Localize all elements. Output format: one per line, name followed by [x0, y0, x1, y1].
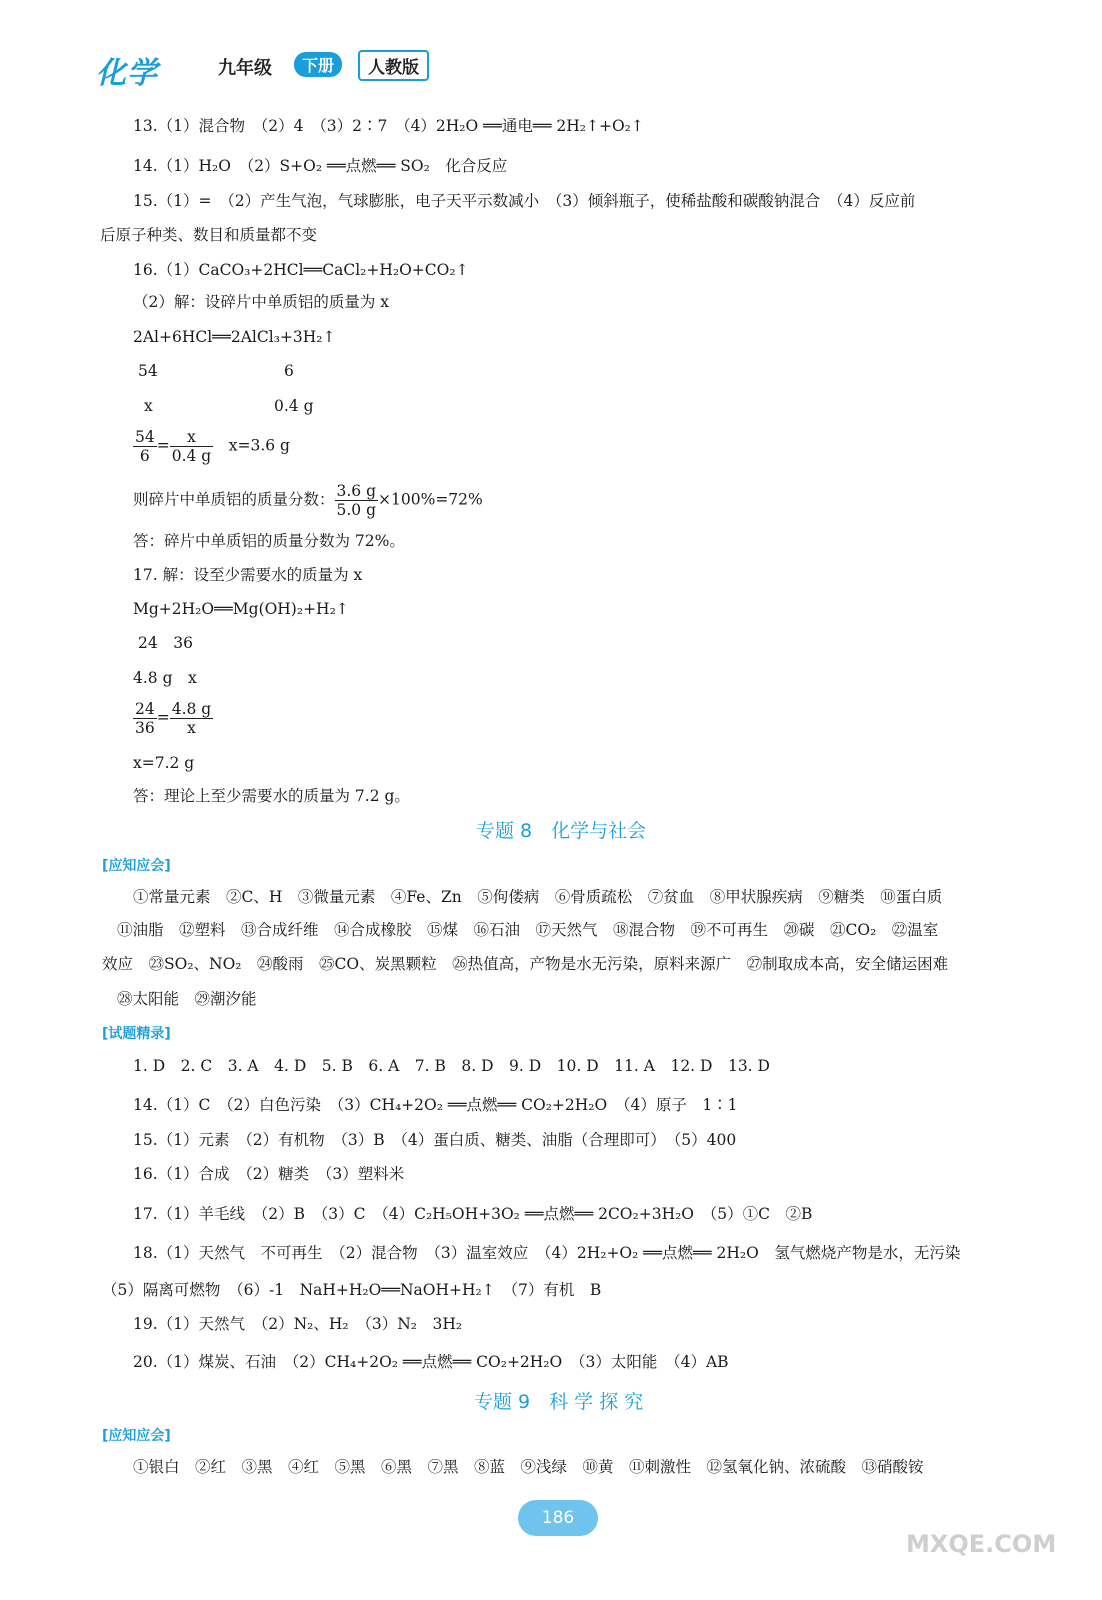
numerator: 4.8 g — [171, 700, 212, 718]
answer-17-line1: 17. 解：设至少需要水的质量为 x — [133, 566, 363, 584]
answer-17-ratio: 24 36 — [138, 634, 193, 652]
page-number: 186 — [518, 1500, 598, 1536]
denominator: 6 — [139, 447, 150, 465]
topic8-answer-16: 16.（1）合成 （2）糖类 （3）塑料米 — [133, 1165, 405, 1183]
denominator: 5.0 g — [336, 501, 377, 519]
answer-16-ratio-b: 6 — [284, 362, 294, 380]
denominator: 0.4 g — [171, 447, 212, 465]
section-title-topic9: 专题 9 科 学 探 究 — [474, 1391, 644, 1413]
answer-16-line2: （2）解：设碎片中单质铝的质量为 x — [133, 293, 390, 311]
denominator: 36 — [135, 719, 155, 737]
topic8-answer-15: 15.（1）元素 （2）有机物 （3）B （4）蛋白质、糖类、油脂（合理即可） （5）400 — [133, 1131, 737, 1149]
answer-16-line1: 16.（1）CaCO₃+2HCl══CaCl₂+H₂O+CO₂↑ — [133, 261, 469, 279]
answer-17-result: x=7.2 g — [133, 754, 195, 772]
edition-label: 人教版 — [358, 50, 429, 81]
fraction — [133, 428, 157, 465]
topic8-answer-14: 14.（1）C （2）白色污染 （3）CH₄+2O₂ ══点燃══ CO₂+2H₂O （4）原子 1∶1 — [133, 1096, 738, 1114]
grade-label: 九年级 — [218, 58, 272, 79]
answer-15-line1: 15.（1）= （2）产生气泡，气球膨胀，电子天平示数减小 （3）倾斜瓶子，使稀盐酸和碳酸钠混合 （4）反应前 — [133, 192, 916, 210]
denominator: x — [187, 719, 196, 737]
numerator: 24 — [135, 700, 155, 718]
topic8-knowledge-1: ①常量元素 ②C、H ③微量元素 ④Fe、Zn ⑤佝偻病 ⑥骨质疏松 ⑦贫血 ⑧甲状腺疾病 ⑨糖类 ⑩蛋白质 — [133, 888, 943, 906]
result: x=3.6 g — [228, 436, 290, 455]
answer-16-unknown-a: x — [144, 397, 153, 415]
fraction — [170, 428, 214, 465]
answer-17-conclusion: 答：理论上至少需要水的质量为 7.2 g。 — [133, 787, 410, 805]
fraction — [335, 482, 379, 519]
answer-16-unknown-b: 0.4 g — [274, 397, 314, 415]
fraction — [133, 700, 157, 737]
topic8-knowledge-3: 效应 ㉓SO₂、NO₂ ㉔酸雨 ㉕CO、炭黑颗粒 ㉖热值高，产物是水无污染，原料来源广 ㉗制取成本高，安全储运困难 — [102, 955, 949, 973]
numerator: x — [170, 428, 214, 447]
topic9-knowledge-1: ①银白 ②红 ③黑 ④红 ⑤黑 ⑥黑 ⑦黑 ⑧蓝 ⑨浅绿 ⑩黄 ⑪刺激性 ⑫氢氧化钠、浓硫酸 ⑬硝酸铵 — [133, 1458, 924, 1476]
topic8-choices: 1. D 2. C 3. A 4. D 5. B 6. A 7. B 8. D 9. D 10. D 11. A 12. D 13. D — [133, 1057, 770, 1075]
topic8-answer-19: 19.（1）天然气 （2）N₂、H₂ （3）N₂ 3H₂ — [133, 1315, 463, 1333]
page-header — [96, 48, 436, 91]
tag-know: [应知应会] — [102, 858, 171, 874]
answer-16-ratio-a: 54 — [138, 362, 158, 380]
topic8-answer-20: 20.（1）煤炭、石油 （2）CH₄+2O₂ ══点燃══ CO₂+2H₂O （3）太阳能 （4）AB — [133, 1353, 729, 1371]
topic8-answer-18-line1: 18.（1）天然气 不可再生 （2）混合物 （3）温室效应 （4）2H₂+O₂ ══点燃══ 2H₂O 氢气燃烧产物是水，无污染 — [133, 1244, 961, 1262]
topic8-answer-18-line2: （5）隔离可燃物 （6）-1 NaH+H₂O══NaOH+H₂↑ （7）有机 B — [102, 1281, 602, 1299]
section-title-topic8: 专题 8 化学与社会 — [476, 820, 647, 842]
numerator: 3.6 g — [336, 482, 377, 500]
answer-14: 14.（1）H₂O （2）S+O₂ ══点燃══ SO₂ 化合反应 — [133, 157, 508, 175]
answer-16-proportion: $\frac{54}{6}$ = $\frac{x}{0.4 g}$ x=3.6 g — [135, 428, 290, 465]
percent-result: ×100%=72% — [378, 490, 483, 509]
volume-badge: 下册 — [294, 52, 342, 77]
topic8-answer-17: 17.（1）羊毛线 （2）B （3）C （4）C₂H₅OH+3O₂ ══点燃══ 2CO₂+3H₂O （5）①C ②B — [133, 1205, 813, 1223]
series-logo: 化学 — [96, 56, 158, 91]
topic8-knowledge-2: ⑪油脂 ⑫塑料 ⑬合成纤维 ⑭合成橡胶 ⑮煤 ⑯石油 ⑰天然气 ⑱混合物 ⑲不可再生 ⑳碳 ㉑CO₂ ㉒温室 — [117, 921, 939, 939]
answer-17-proportion: $\frac{24}{36}$ = $\frac{4.8 g}{x}$ — [135, 700, 212, 737]
percent-label: 则碎片中单质铝的质量分数： — [133, 490, 335, 509]
tag-know: [应知应会] — [102, 1428, 171, 1444]
answer-13: 13.（1）混合物 （2）4 （3）2∶7 （4）2H₂O ══通电══ 2H₂↑+O₂↑ — [133, 117, 644, 135]
topic8-knowledge-4: ㉘太阳能 ㉙潮汐能 — [117, 990, 257, 1008]
answer-16-percent — [133, 482, 483, 519]
answer-16-equation: 2Al+6HCl══2AlCl₃+3H₂↑ — [133, 328, 336, 346]
answer-17-values: 4.8 g x — [133, 669, 197, 687]
watermark: MXQE.COM — [906, 1530, 1057, 1558]
numerator: 54 — [135, 428, 155, 446]
fraction — [170, 700, 214, 737]
answer-16-conclusion: 答：碎片中单质铝的质量分数为 72%。 — [133, 532, 405, 550]
tag-exercises: [试题精录] — [102, 1026, 171, 1042]
answer-17-equation: Mg+2H₂O══Mg(OH)₂+H₂↑ — [133, 600, 349, 618]
answer-15-line2: 后原子种类、数目和质量都不变 — [100, 226, 318, 244]
